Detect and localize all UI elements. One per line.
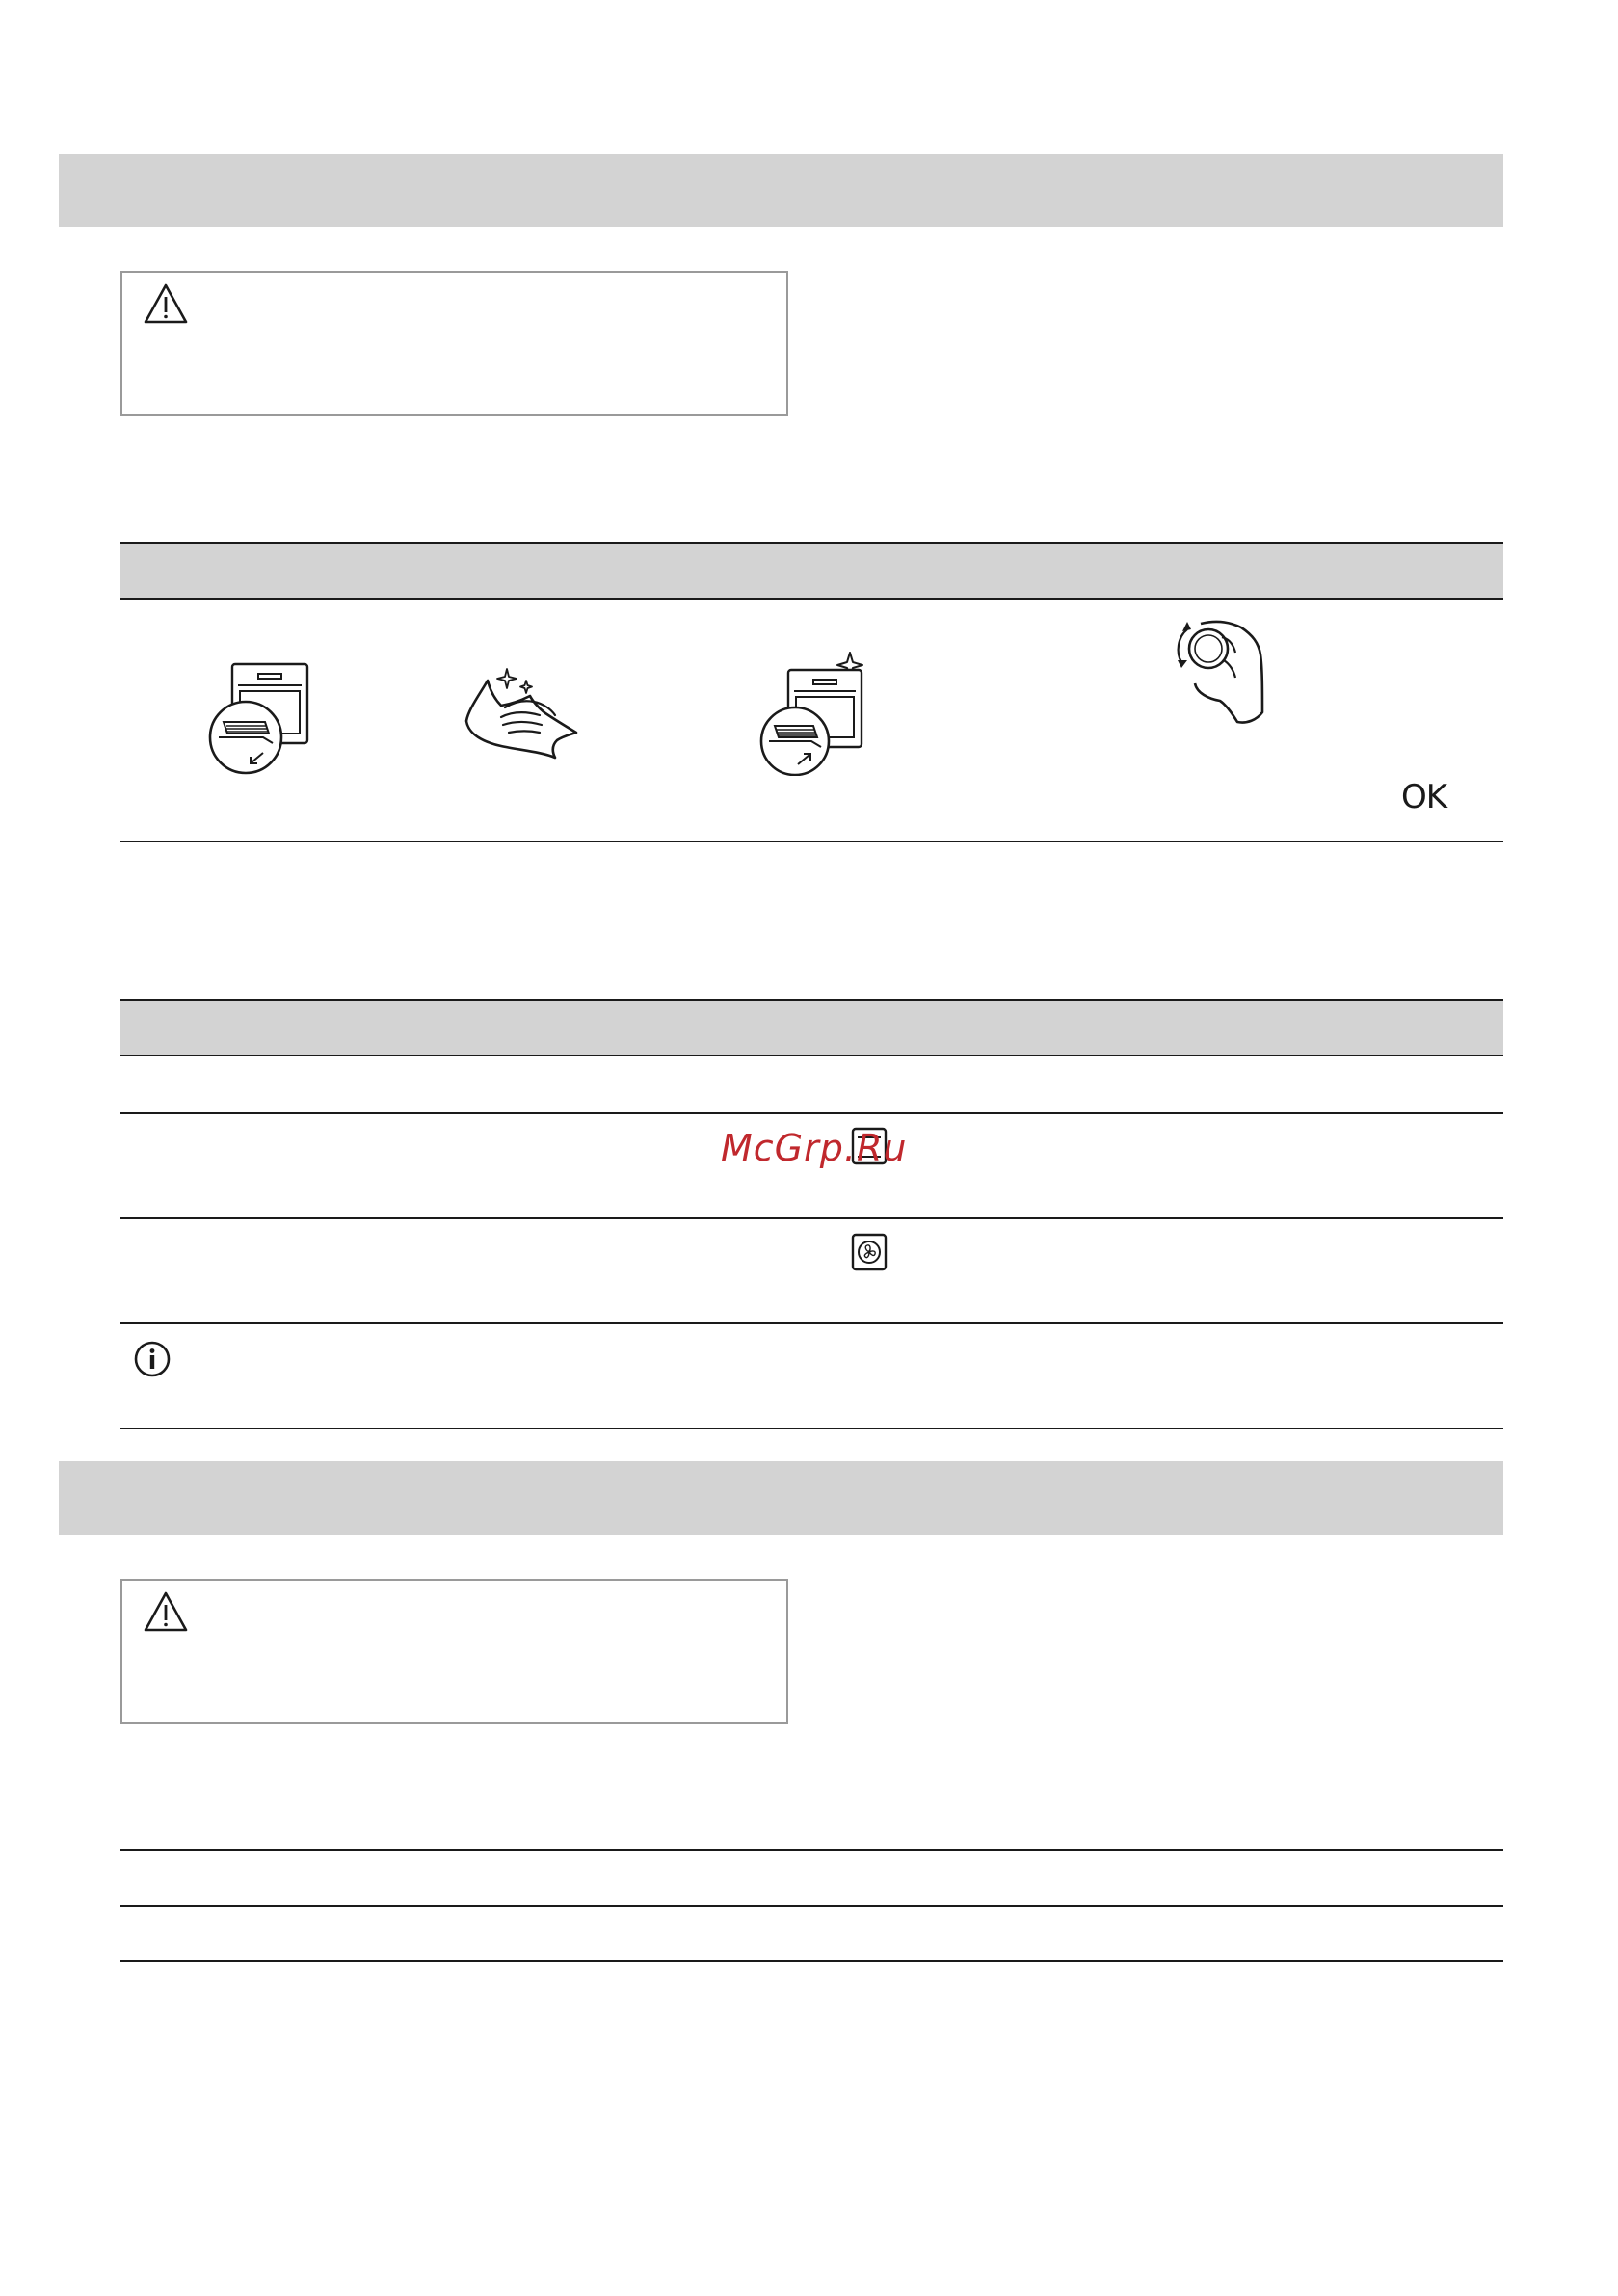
hand-cleaning-icon [463, 665, 583, 771]
hand-turning-knob-icon [1166, 612, 1277, 737]
ok-button-label: OK [1401, 778, 1447, 816]
warning-triangle-icon [143, 1590, 189, 1633]
info-icon [133, 1340, 172, 1378]
table-2-bottom-rule [120, 1428, 1503, 1429]
oven-insert-shelf-icon [752, 651, 872, 776]
table-2-row-rule-3 [120, 1322, 1503, 1324]
table-2-row-rule-1 [120, 1112, 1503, 1114]
section-header-band-2 [59, 1461, 1503, 1535]
warning-box-2 [120, 1579, 788, 1724]
table-3-top-rule [120, 1849, 1503, 1851]
section-header-band-1 [59, 154, 1503, 227]
oven-remove-shelf-icon [198, 660, 313, 776]
table-3-bottom-rule [120, 1960, 1503, 1962]
table-3-row-rule [120, 1905, 1503, 1907]
table-2-row-rule-2 [120, 1217, 1503, 1219]
table-1-header [120, 542, 1503, 600]
warning-box-1 [120, 271, 788, 416]
fan-function-icon [851, 1233, 888, 1271]
table-1-bottom-rule [120, 841, 1503, 842]
watermark: McGrp.Ru [721, 1127, 908, 1169]
table-2-header [120, 999, 1503, 1056]
warning-triangle-icon [143, 282, 189, 325]
